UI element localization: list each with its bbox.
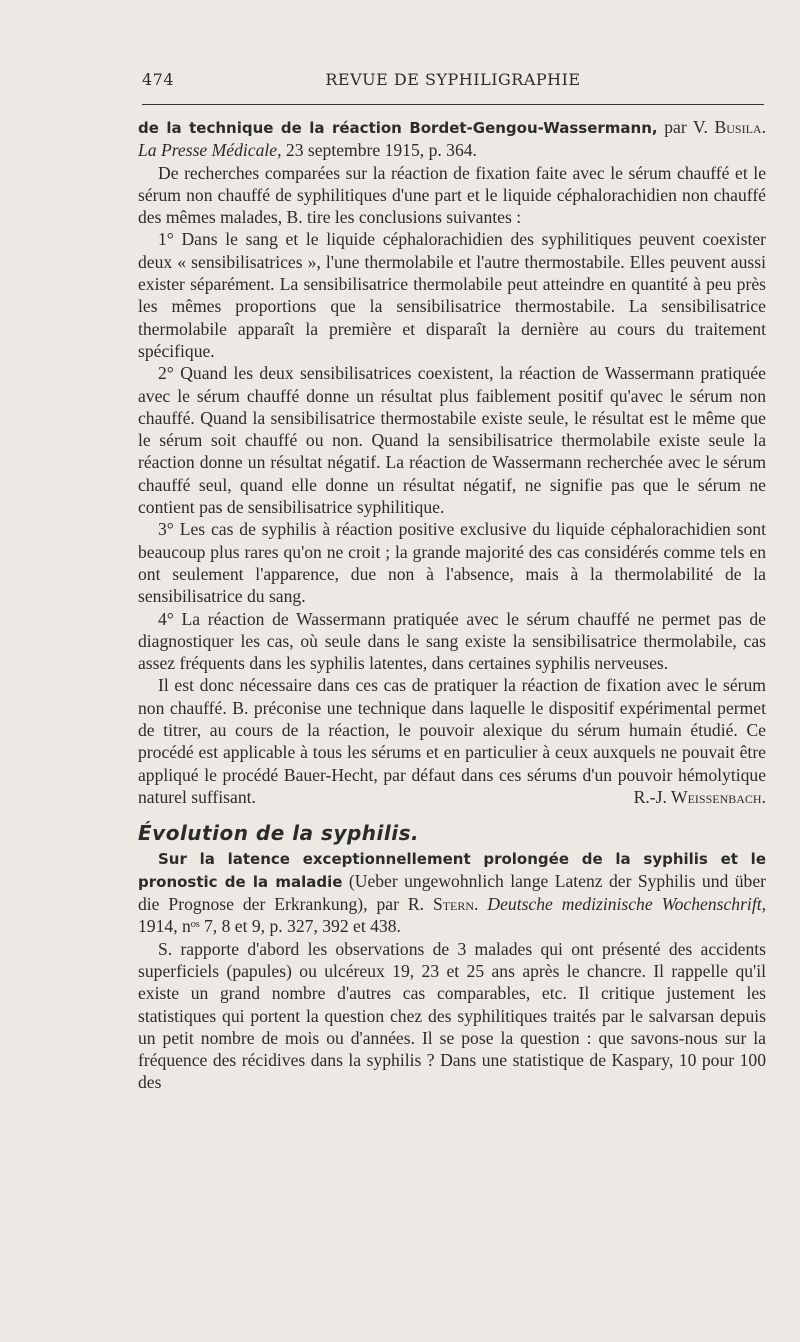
running-header [142,70,764,100]
article2-journal: Deutsche medizinische Wochenschrift, [487,894,766,915]
article2-title: Sur la latence exceptionnellement prolongée de la syphilis et le pronostic de la maladie [138,849,766,891]
article1-author-initial: V. [693,117,708,137]
article1-point-4: 4° La réaction de Wassermann pratiquée avec le sérum chauffé ne permet pas de diagnostiquer les cas, où seule dans le sang existe la sensibilisatrice thermolabile, cas assez fréquents dans les syphilis latentes, dans certaines syphilis nerveuses. [138,608,766,674]
article1-title-continuation: de la technique de la réaction Bordet-Gengou-Wassermann, [138,119,658,137]
page-body [138,116,766,1094]
article1-point-2: 2° Quand les deux sensibilisatrices coexistent, la réaction de Wassermann pratiquée avec le sérum chauffé donne un résultat plus faiblement positif qu'avec le sérum non chauffé. Quand la sensibilisatrice thermostabile existe seule, le résultat est le même que le sérum soit chauffé ou non. Quand la sensibilisatrice thermolabile existe seule la réaction donne un résultat négatif. La réaction de Wassermann recherchée avec le sérum chauffé seul, quand elle donne un résultat négatif, ne signifie pas que le sérum ne contient pas de sensibilisatrice syphilitique. [138,363,766,518]
article2-reference: 1914, nᵒˢ 7, 8 et 9, p. 327, 392 et 438. [138,916,401,937]
article2-author: Stern. [432,894,479,915]
article1-by: par [664,117,687,137]
article1-intro: De recherches comparées sur la réaction de fixation faite avec le sérum chauffé et le sérum non chauffé de syphilitiques d'une part et le liquide céphalorachidien non chauffé des mêmes malades, B. tire les conclusions suivantes : [138,162,766,228]
article2-citation [138,847,766,938]
journal-title: REVUE DE SYPHILIGRAPHIE [325,70,581,89]
article1-signature: R.-J. Weissenbach. [633,786,766,807]
article1-author: Busila [714,117,762,137]
article1-conclusion-text: Il est donc nécessaire dans ces cas de pratiquer la réaction de fixation avec le sérum non chauffé. B. préconise une technique dans laquelle le dispositif expérimental permet de titrer, au cours de la réaction, le pouvoir alexique du sérum humain étudié. Ce procédé est applicable à tous les sérums et en particulier à ceux auxquels ne pouvait être appliqué le procédé Bauer-Hecht, par défaut dans ces sérums d'un pouvoir hémolytique naturel suffisant. [138,675,766,807]
article2-body: S. rapporte d'abord les observations de 3 malades qui ont présenté des accidents superficiels (papules) ou ulcéreux 19, 23 et 25 ans après le chancre. Il rappelle qu'il existe un grand nombre d'autres cas comparables, etc. Il critique justement les statistiques qui portent la question chez des syphilitiques traités par le salvarsan depuis un petit nombre de mois ou d'années. Il se pose la question : que savons-nous sur la fréquence des récidives dans la syphilis ? Dans une statistique de Kaspary, 10 pour 100 des [138,938,766,1093]
section-title: Évolution de la syphilis. [138,821,420,846]
article1-conclusion [138,674,766,808]
page-number: 474 [142,70,175,89]
article1-point-1: 1° Dans le sang et le liquide céphalorachidien des syphilitiques peuvent coexister deux « sensibilisatrices », l'une thermolabile et l'autre thermostabile. Elles peuvent aussi exister séparément. La sensibilisatrice thermolabile peut atteindre en quantité à peu près les mêmes proportions que la sensibilisatrice thermostabile. La sensibilisatrice thermolabile apparaît la première et disparaît la dernière au cours du traitement spécifique. [138,229,766,361]
article2-german-title: (Ueber ungewohnlich lange Latenz der Syphilis und über die Prognose der Erkrankung), par R. [138,870,766,915]
article1-date: 23 septembre 1915, p. 364. [285,140,477,161]
article1-citation: de la technique de la réaction Bordet-Gengou-Wassermann, par V. Busila. La Presse Médicale, 23 septembre 1915, p. 364. [138,117,766,161]
article1-journal: La Presse Médicale, [138,140,282,161]
header-rule [142,104,764,105]
article1-point-3: 3° Les cas de syphilis à réaction positive exclusive du liquide céphalorachidien sont beaucoup plus rares qu'on ne croit ; la grande majorité des cas considérés comme tels en ont seulement l'apparence, due non à l'absence, mais à la thermolabilité de la sensibilisatrice du sang. [138,519,766,607]
